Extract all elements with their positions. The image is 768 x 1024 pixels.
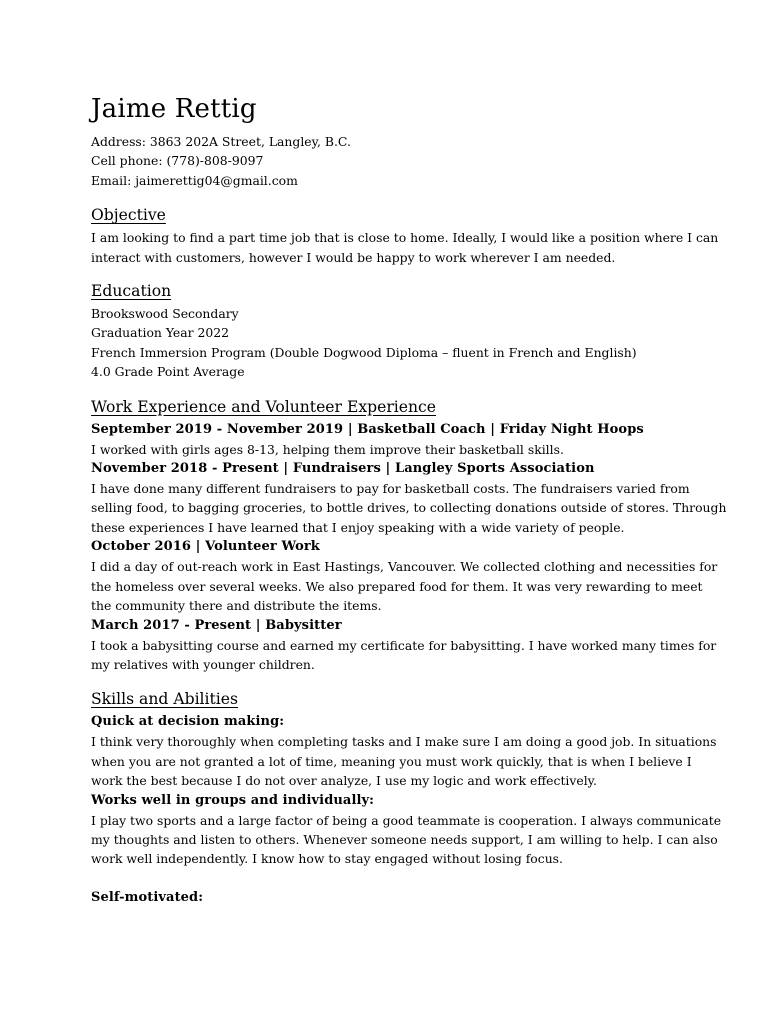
work-experience-section	[91, 396, 727, 675]
skills-section	[91, 688, 722, 907]
candidate-name: Jaime Rettig	[91, 94, 257, 124]
objective-heading: Objective	[91, 206, 166, 225]
education-heading: Education	[91, 282, 172, 301]
work-entry-line: the homeless over several weeks. We also prepared food for them. It was very rewarding to meet	[91, 578, 703, 594]
skill-line: I play two sports and a large factor of being a good teammate is cooperation. I always communicate	[91, 812, 722, 828]
work-entry	[91, 459, 727, 537]
education-line: French Immersion Program (Double Dogwood Diploma – fluent in French and English)	[91, 344, 637, 360]
skill-line: work the best because I do not over analyze, I use my logic and work effectively.	[91, 773, 597, 789]
work-entry-title: November 2018 - Present | Fundraisers | Langley Sports Association	[91, 461, 595, 477]
education-line: Brookswood Secondary	[91, 306, 239, 322]
education-line: 4.0 Grade Point Average	[91, 364, 245, 380]
work-entry-title: March 2017 - Present | Babysitter	[91, 617, 342, 633]
skill-line: when you are not granted a lot of time, meaning you must work quickly, that is when I believe I	[91, 753, 692, 769]
objective-section	[91, 204, 719, 267]
work-entry-line: I have done many different fundraisers to pay for basketball costs. The fundraisers varied from	[91, 481, 690, 497]
resume-page	[91, 92, 727, 908]
skill-entry	[91, 888, 691, 908]
work-entry	[91, 537, 718, 615]
work-entry-title: October 2016 | Volunteer Work	[91, 539, 320, 555]
email-line: Email: jaimerettig04@gmail.com	[91, 172, 298, 188]
work-entry-line: I did a day of out-reach work in East Hastings, Vancouver. We collected clothing and necessities for	[91, 559, 718, 575]
objective-line: I am looking to find a part time job that is close to home. Ideally, I would like a position where I can	[91, 230, 719, 246]
phone-line: Cell phone: (778)-808-9097	[91, 153, 264, 169]
address-line: Address: 3863 202A Street, Langley, B.C.	[91, 134, 351, 149]
skills-heading: Skills and Abilities	[91, 690, 239, 709]
skill-line: my thoughts and listen to others. Whenever someone needs support, I am willing to help. I can also	[91, 831, 718, 847]
work-entry-line: selling food, to bagging groceries, to bottle drives, to collecting donations outside of stores. Through	[91, 500, 727, 516]
work-experience-heading: Work Experience and Volunteer Experience	[91, 397, 437, 416]
skill-title: Self-motivated:	[91, 889, 204, 905]
work-entry-line: I worked with girls ages 8-13, helping them improve their basketball skills.	[91, 441, 564, 457]
work-entry-title: September 2019 - November 2019 | Basketball Coach | Friday Night Hoops	[91, 421, 644, 437]
education-section	[91, 280, 691, 382]
work-entry-line: I took a babysitting course and earned my certificate for babysitting. I have worked many times for	[91, 637, 717, 653]
work-entry-line: the community there and distribute the items.	[91, 598, 382, 614]
work-entry	[91, 616, 717, 675]
skill-title: Works well in groups and individually:	[91, 792, 375, 808]
skill-entry	[91, 791, 722, 869]
skill-line: work well independently. I know how to stay engaged without losing focus.	[91, 851, 563, 867]
skill-entry	[91, 712, 717, 790]
skill-title: Quick at decision making:	[91, 714, 285, 730]
skill-line: I think very thoroughly when completing tasks and I make sure I am doing a good job. In situations	[91, 734, 717, 750]
education-line: Graduation Year 2022	[91, 325, 230, 341]
work-entry-line: my relatives with younger children.	[91, 656, 315, 672]
work-entry	[91, 420, 691, 459]
objective-line: interact with customers, however I would be happy to work wherever I am needed.	[91, 249, 616, 265]
work-entry-line: these experiences I have learned that I enjoy speaking with a wide variety of people.	[91, 519, 625, 535]
resume-header	[91, 92, 691, 190]
